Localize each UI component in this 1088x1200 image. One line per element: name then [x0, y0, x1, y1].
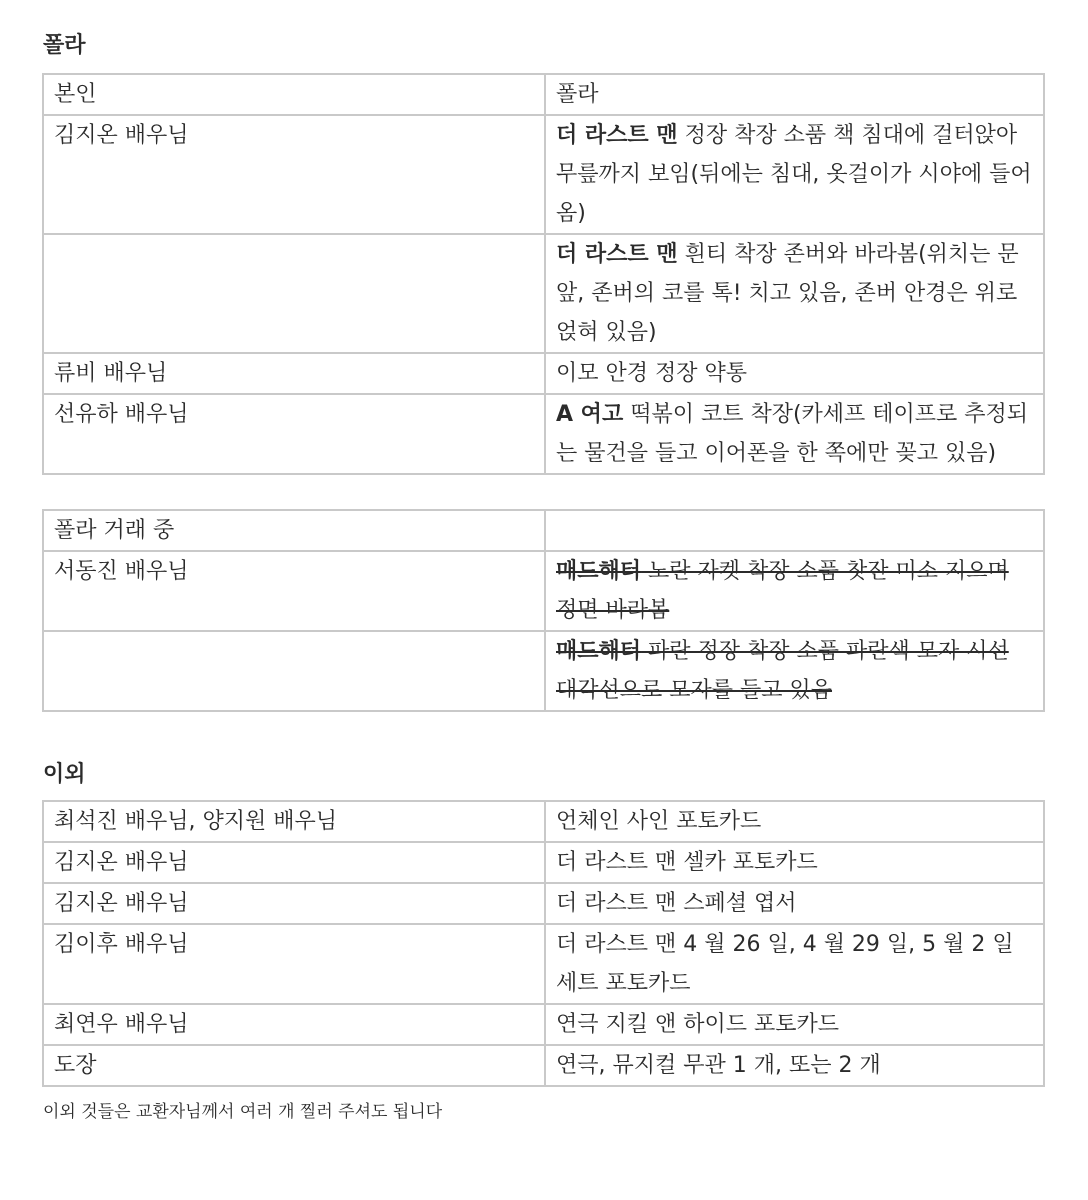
- item-name: 연극, 뮤지컬 무관 1 개, 또는 2 개: [545, 1045, 1044, 1086]
- table-row: [43, 234, 1044, 353]
- table-row: [43, 353, 1044, 394]
- actor-name: 김지온 배우님: [43, 842, 545, 883]
- item-name: 더 라스트 맨 스페셜 엽서: [545, 883, 1044, 924]
- item-name: 연극 지킬 앤 하이드 포토카드: [545, 1004, 1044, 1045]
- header-cell-empty: [545, 510, 1044, 551]
- show-title: A 여고: [556, 402, 624, 427]
- table-row: [43, 115, 1044, 234]
- table-row: [43, 924, 1044, 1004]
- actor-name: 김지온 배우님: [43, 115, 545, 234]
- table-header-row: [43, 74, 1044, 115]
- item-name: 더 라스트 맨 셀카 포토카드: [545, 842, 1044, 883]
- description-text: 흰티 착장 존버와 바라봄(위치는 문 앞, 존버의 코를 톡! 치고 있음, 존버 안경은 위로 얹혀 있음): [556, 242, 1019, 345]
- pola-description-struck: [545, 631, 1044, 711]
- pola-description: [545, 394, 1044, 474]
- actor-name: 선유하 배우님: [43, 394, 545, 474]
- pola-description: [545, 115, 1044, 234]
- header-cell-trading: 폴라 거래 중: [43, 510, 545, 551]
- actor-name: [43, 631, 545, 711]
- actor-name: 최연우 배우님: [43, 1004, 545, 1045]
- actor-name: [43, 234, 545, 353]
- actor-name: 김지온 배우님: [43, 883, 545, 924]
- actor-name: 김이후 배우님: [43, 924, 545, 1004]
- trading-table: [42, 509, 1045, 712]
- header-cell-pola: 폴라: [545, 74, 1044, 115]
- show-title: 더 라스트 맨: [556, 123, 678, 148]
- other-table: [42, 800, 1045, 1087]
- item-name: 더 라스트 맨 4 월 26 일, 4 월 29 일, 5 월 2 일 세트 포토카드: [545, 924, 1044, 1004]
- description-text: 떡볶이 코트 착장(카세프 테이프로 추정되는 물건을 들고 이어폰을 한 쪽에만 꽂고 있음): [556, 402, 1029, 466]
- description-text: 파란 정장 착장 소품 파란색 모자 시선 대각선으로 모자를 들고 있음: [556, 639, 1009, 703]
- show-title: 매드해터: [556, 559, 642, 584]
- actor-name: 도장: [43, 1045, 545, 1086]
- section-title-pola: 폴라: [43, 33, 86, 58]
- actor-name: 류비 배우님: [43, 353, 545, 394]
- table-header-row: [43, 510, 1044, 551]
- section-title-other: 이외: [43, 762, 86, 787]
- description-text: 정장 착장 소품 책 침대에 걸터앉아 무릎까지 보임(뒤에는 침대, 옷걸이가 시야에 들어옴): [556, 123, 1032, 226]
- item-name: 언체인 사인 포토카드: [545, 801, 1044, 842]
- actor-name: 최석진 배우님, 양지원 배우님: [43, 801, 545, 842]
- footnote: 이외 것들은 교환자님께서 여러 개 찔러 주셔도 됩니다: [43, 1102, 443, 1122]
- header-cell-self: 본인: [43, 74, 545, 115]
- show-title: 더 라스트 맨: [556, 242, 678, 267]
- table-row: [43, 394, 1044, 474]
- table-row: [43, 1004, 1044, 1045]
- pola-description-struck: [545, 551, 1044, 631]
- pola-table: [42, 73, 1045, 475]
- pola-description: 이모 안경 정장 약통: [545, 353, 1044, 394]
- table-row: [43, 842, 1044, 883]
- table-row: [43, 551, 1044, 631]
- actor-name: 서동진 배우님: [43, 551, 545, 631]
- table-row: [43, 801, 1044, 842]
- table-row: [43, 1045, 1044, 1086]
- show-title: 매드해터: [556, 639, 642, 664]
- pola-description: [545, 234, 1044, 353]
- table-row: [43, 883, 1044, 924]
- table-row: [43, 631, 1044, 711]
- description-text: 노란 자켓 착장 소품 찻잔 미소 지으며 정면 바라봄: [556, 559, 1009, 623]
